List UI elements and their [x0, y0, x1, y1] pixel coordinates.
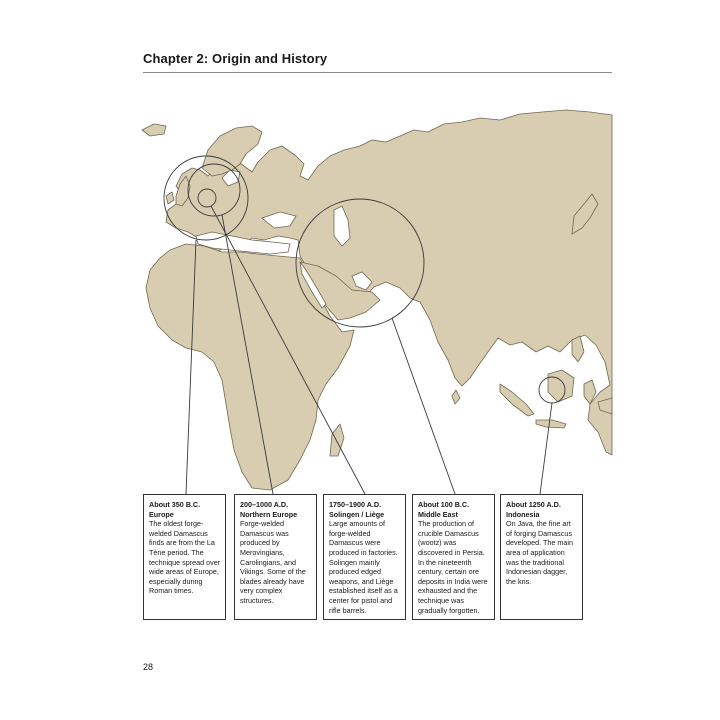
callout-region: Europe: [149, 509, 174, 519]
ireland: [166, 192, 174, 204]
page-number: 28: [143, 662, 154, 672]
callout-date: About 350 B.C.: [149, 500, 201, 509]
iceland: [142, 124, 166, 136]
callout-text: Large amounts of forge-welded Damascus were produced in factories. Solingen mainly produced edged weapons, and Liège established itself as a center for pistol and rifle barrels.: [329, 519, 398, 615]
callout-region: Northern Europe: [240, 509, 298, 519]
callout-date: 200–1000 A.D.: [240, 500, 289, 509]
scandinavia: [202, 126, 262, 176]
callout-date: About 100 B.C.: [418, 500, 470, 509]
java: [536, 420, 566, 428]
callout-northern-europe: [234, 494, 317, 620]
borneo: [548, 370, 574, 402]
callout-indonesia: [500, 494, 583, 620]
callout-date: 1750–1900 A.D.: [329, 500, 382, 509]
callout-text: On Java, the fine art of forging Damascus developed. The main area of application was the traditional Indonesian dagger, the kris.: [506, 519, 573, 586]
callout-date: About 1250 A.D.: [506, 500, 561, 509]
callout-middle-east: [412, 494, 495, 620]
callout-europe: [143, 494, 226, 620]
indonesia-leader-line: [540, 403, 552, 494]
callout-region: Indonesia: [506, 509, 540, 519]
callout-solingen-liege: [323, 494, 406, 620]
page-title: Chapter 2: Origin and History: [143, 51, 328, 66]
callout-text: The oldest forge-welded Damascus finds are from the La Tène period. The technique spread over wide areas of Europe, especially during Roman times.: [149, 519, 221, 596]
philippines: [572, 336, 584, 362]
callout-region: Middle East: [418, 509, 458, 519]
sumatra: [500, 384, 534, 416]
callout-text: Forge-welded Damascus was produced by Merovingians, Carolingians, and Vikings. Some of the blades already have very complex structures.: [240, 519, 306, 605]
sri-lanka: [452, 390, 460, 404]
callout-region: Solingen / Liège: [329, 509, 385, 519]
callout-text: The production of crucible Damascus (wootz) was discovered in Persia. In the nineteenth century, certain ore deposits in India were exhausted and the technique was gradually forgotten.: [418, 519, 488, 615]
